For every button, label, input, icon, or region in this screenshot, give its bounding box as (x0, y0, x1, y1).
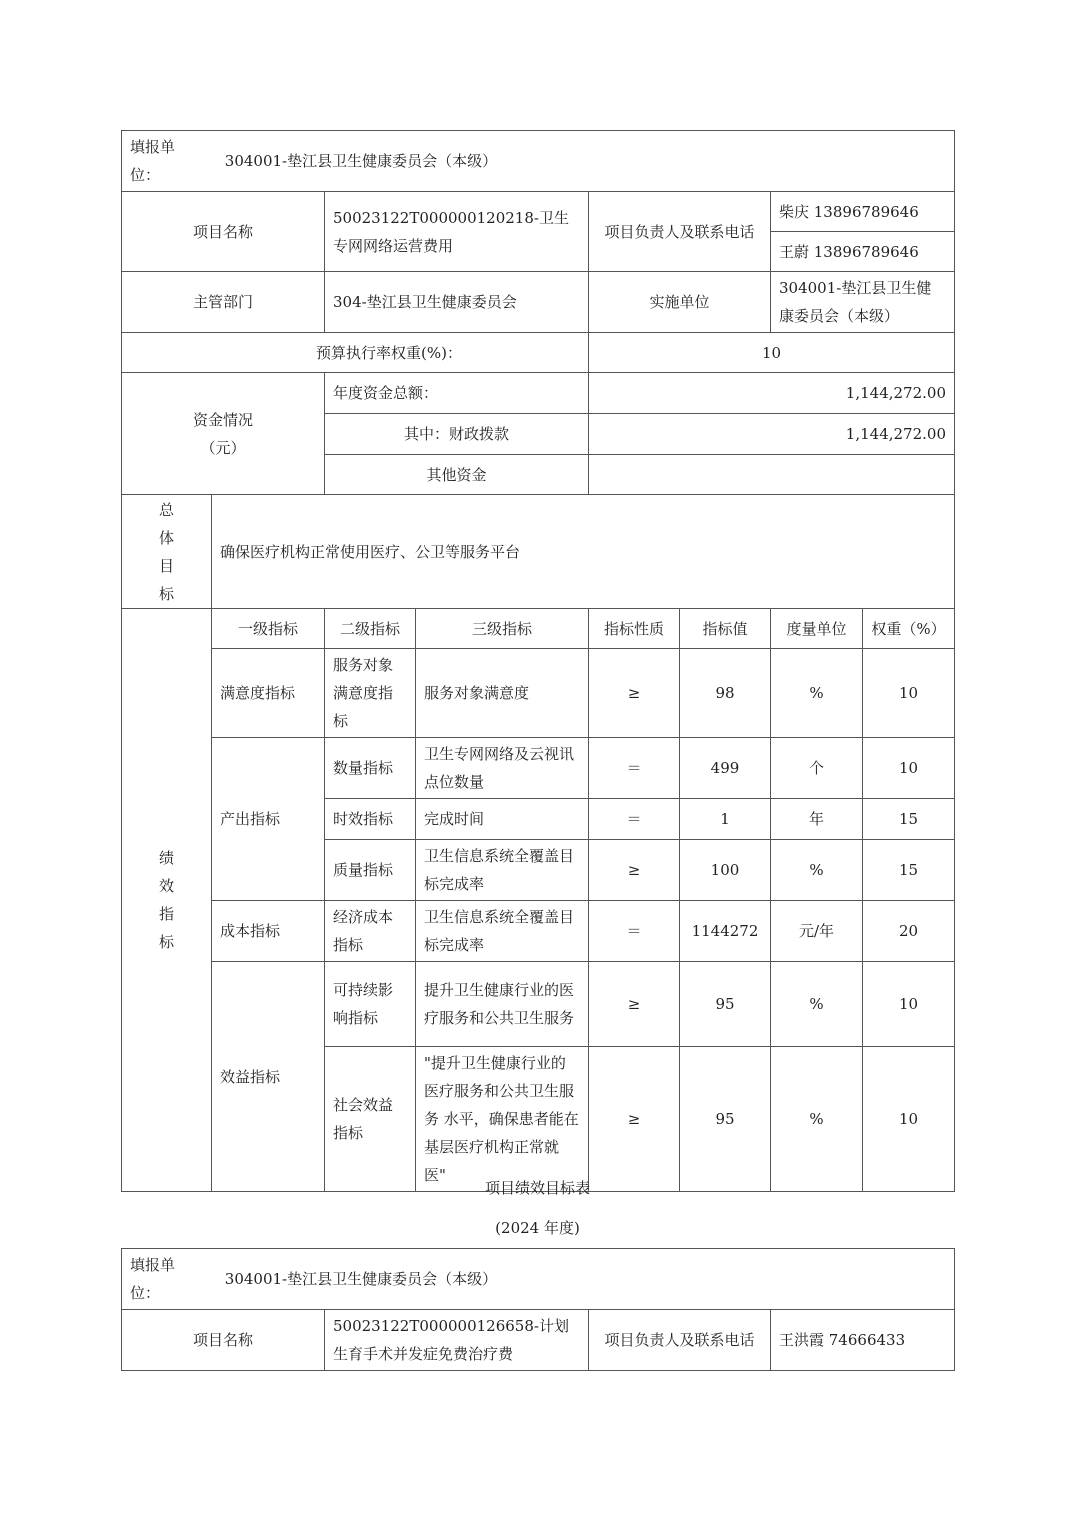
fill-unit-value: 304001-垫江县卫生健康委员会（本级） (224, 1270, 498, 1288)
level1-satisfaction: 满意度指标 (212, 649, 325, 738)
header-level1: 一级指标 (212, 609, 325, 649)
nature-cell: ≥ (589, 1047, 680, 1192)
level3-cell: 提升卫生健康行业的医疗服务和公共卫生服务 (416, 962, 589, 1047)
impl-value: 304001-垫江县卫生健康委员会（本级） (771, 272, 955, 333)
unit-cell: % (771, 649, 863, 738)
level1-output: 产出指标 (212, 738, 325, 901)
project-name-value: 50023122T000000120218-卫生专网网络运营费用 (325, 192, 589, 272)
fund-other-label: 其他资金 (325, 455, 589, 495)
nature-cell: ＝ (589, 901, 680, 962)
goal-label: 总 体 目 标 (122, 495, 212, 609)
contact-1: 柴庆 13896789646 (771, 192, 955, 232)
dept-value: 304-垫江县卫生健康委员会 (325, 272, 589, 333)
fund-label: 资金情况 （元） (122, 373, 325, 495)
weight-cell: 15 (863, 799, 955, 840)
header-unit: 度量单位 (771, 609, 863, 649)
project-name-value: 50023122T000000126658-计划生育手术并发症免费治疗费 (325, 1310, 589, 1371)
nature-cell: ＝ (589, 738, 680, 799)
level2-cell: 质量指标 (325, 840, 416, 901)
weight-cell: 20 (863, 901, 955, 962)
level3-cell: 服务对象满意度 (416, 649, 589, 738)
value-cell: 1 (680, 799, 771, 840)
fund-total-label: 年度资金总额： (325, 373, 589, 414)
nature-cell: ≥ (589, 649, 680, 738)
value-cell: 499 (680, 738, 771, 799)
unit-cell: 年 (771, 799, 863, 840)
fund-total-value: 1,144,272.00 (589, 373, 955, 414)
table-caption-title: 项目绩效目标表 (484, 1179, 590, 1197)
nature-cell: ＝ (589, 799, 680, 840)
table-row (122, 649, 955, 738)
contact-value: 王洪霞 74666433 (771, 1310, 955, 1371)
level2-cell: 数量指标 (325, 738, 416, 799)
level2-cell: 可持续影响指标 (325, 962, 416, 1047)
project-name-label: 项目名称 (122, 192, 325, 272)
level3-cell: 完成时间 (416, 799, 589, 840)
header-nature: 指标性质 (589, 609, 680, 649)
value-cell: 1144272 (680, 901, 771, 962)
contact-label: 项目负责人及联系电话 (589, 1310, 771, 1371)
unit-cell: % (771, 1047, 863, 1192)
header-level3: 三级指标 (416, 609, 589, 649)
perf-label: 绩 效 指 标 (122, 609, 212, 1192)
level3-cell: 卫生信息系统全覆盖目标完成率 (416, 840, 589, 901)
value-cell: 95 (680, 1047, 771, 1192)
header-value: 指标值 (680, 609, 771, 649)
weight-cell: 10 (863, 649, 955, 738)
fill-unit-row (122, 1249, 955, 1310)
project-name-label: 项目名称 (122, 1310, 325, 1371)
fund-other-value (589, 455, 955, 495)
contact-2: 王蔚 13896789646 (771, 232, 955, 272)
level3-cell: 卫生专网网络及云视讯点位数量 (416, 738, 589, 799)
level3-cell: 卫生信息系统全覆盖目标完成率 (416, 901, 589, 962)
goal-value: 确保医疗机构正常使用医疗、公卫等服务平台 (212, 495, 955, 609)
table-row (122, 738, 955, 799)
level2-cell: 服务对象满意度指标 (325, 649, 416, 738)
performance-table-1 (121, 130, 955, 1192)
weight-cell: 15 (863, 840, 955, 901)
unit-cell: % (771, 840, 863, 901)
weight-cell: 10 (863, 962, 955, 1047)
fill-unit-label: 填报单 位： (130, 138, 176, 184)
budget-weight-value: 10 (589, 333, 955, 373)
unit-cell: 元/年 (771, 901, 863, 962)
impl-label: 实施单位 (589, 272, 771, 333)
value-cell: 100 (680, 840, 771, 901)
unit-cell: % (771, 962, 863, 1047)
level1-cost: 成本指标 (212, 901, 325, 962)
level3-cell: "提升卫生健康行业的医疗服务和公共卫生服务 水平，确保患者能在基层医疗机构正常就医" (416, 1047, 589, 1192)
header-weight: 权重（%） (863, 609, 955, 649)
level1-benefit: 效益指标 (212, 962, 325, 1192)
fill-unit-label: 填报单 位： (130, 1256, 176, 1302)
nature-cell: ≥ (589, 962, 680, 1047)
fund-fiscal-value: 1,144,272.00 (589, 414, 955, 455)
fill-unit-value: 304001-垫江县卫生健康委员会（本级） (224, 152, 498, 170)
performance-table-2 (121, 1248, 955, 1371)
contact-label: 项目负责人及联系电话 (589, 192, 771, 272)
nature-cell: ≥ (589, 840, 680, 901)
value-cell: 95 (680, 962, 771, 1047)
header-level2: 二级指标 (325, 609, 416, 649)
level2-cell: 时效指标 (325, 799, 416, 840)
budget-weight-label: 预算执行率权重(%)： (122, 333, 589, 373)
weight-cell: 10 (863, 1047, 955, 1192)
table-row (122, 901, 955, 962)
table-caption-year: (2024 年度) (495, 1219, 580, 1237)
fund-fiscal-label: 其中：财政拨款 (325, 414, 589, 455)
level2-cell: 经济成本指标 (325, 901, 416, 962)
unit-cell: 个 (771, 738, 863, 799)
weight-cell: 10 (863, 738, 955, 799)
dept-label: 主管部门 (122, 272, 325, 333)
table-row (122, 962, 955, 1047)
level2-cell: 社会效益指标 (325, 1047, 416, 1192)
fill-unit-row (122, 131, 955, 192)
value-cell: 98 (680, 649, 771, 738)
